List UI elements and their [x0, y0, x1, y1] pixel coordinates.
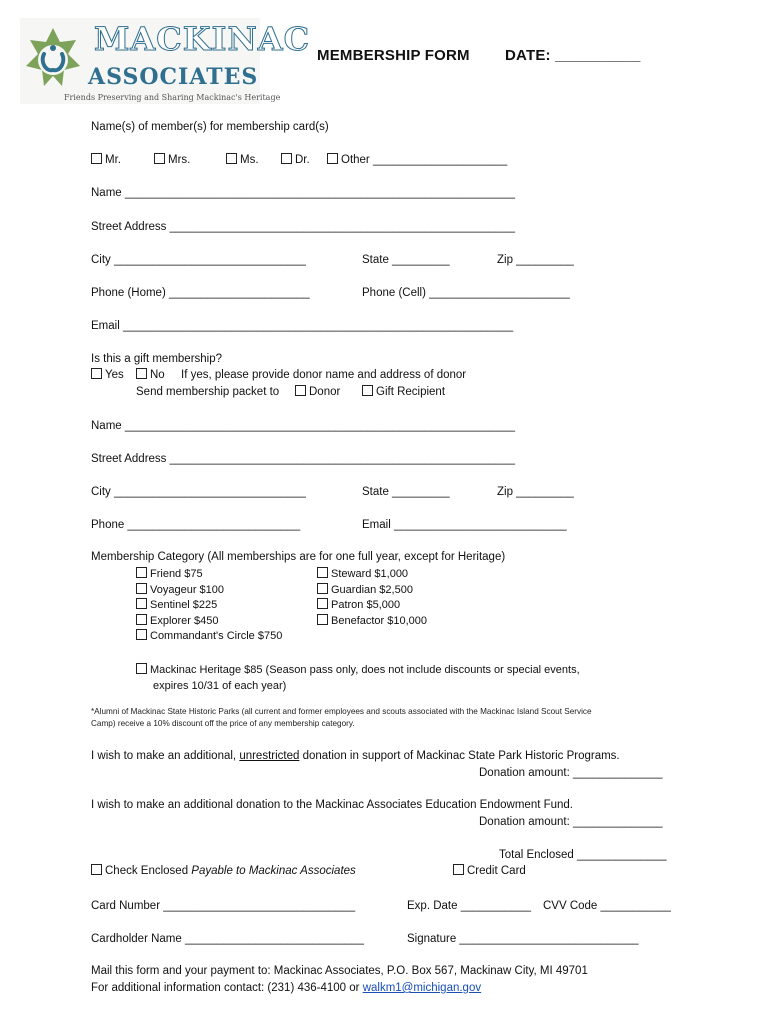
donor-email-field[interactable]: Email ___________________________	[362, 519, 567, 531]
checkbox-ms[interactable]: Ms.	[226, 153, 259, 167]
checkbox-send-recipient[interactable]: Gift Recipient	[362, 385, 445, 399]
checkbox-voyageur[interactable]: Voyageur $100	[136, 583, 282, 599]
donor-state-field[interactable]: State _________	[362, 486, 450, 498]
member-phone-cell-field[interactable]: Phone (Cell) ______________________	[362, 287, 570, 299]
contact-email-link[interactable]: walkm1@michigan.gov	[362, 982, 482, 994]
card-number-field[interactable]: Card Number ______________________________	[91, 900, 356, 912]
cvv-field[interactable]: CVV Code ___________	[543, 900, 671, 912]
donor-name-field[interactable]: Name _____________________________________________________________	[91, 420, 516, 432]
signature-field[interactable]: Signature ____________________________	[407, 933, 639, 945]
category-right-column	[317, 567, 427, 629]
form-title: MEMBERSHIP FORM	[317, 47, 470, 64]
donor-zip-field[interactable]: Zip _________	[497, 486, 574, 498]
checkbox-send-donor[interactable]: Donor	[295, 385, 340, 399]
member-name-field[interactable]: Name _____________________________________________________________	[91, 187, 516, 199]
checkbox-explorer[interactable]: Explorer $450	[136, 614, 282, 630]
mail-instructions: Mail this form and your payment to: Mackinac Associates, P.O. Box 567, Mackinaw City, MI 49701	[91, 965, 588, 977]
donation-endowment-text: I wish to make an additional donation to the Mackinac Associates Education Endowment Fund.	[91, 799, 574, 811]
member-email-field[interactable]: Email _____________________________________________________________	[91, 320, 514, 332]
checkbox-patron[interactable]: Patron $5,000	[317, 598, 427, 614]
logo	[20, 18, 311, 104]
send-packet-row	[136, 385, 466, 399]
gift-yes-no-row	[91, 368, 511, 382]
total-enclosed-field[interactable]: Total Enclosed ______________	[499, 849, 667, 861]
alumni-note-line1: *Alumni of Mackinac State Historic Parks (all current and former employees and scouts associated with the Mackinac Island Scout Service	[91, 707, 592, 716]
category-left-column	[136, 567, 282, 645]
send-packet-label: Send membership packet to	[136, 386, 280, 398]
category-label: Membership Category (All memberships are for one full year, except for Heritage)	[91, 551, 506, 563]
date-field[interactable]: DATE: __________	[505, 47, 641, 64]
donor-city-field[interactable]: City ______________________________	[91, 486, 306, 498]
member-state-field[interactable]: State _________	[362, 254, 450, 266]
turtle-emblem-icon	[22, 26, 84, 98]
checkbox-check-enclosed[interactable]: Check Enclosed Payable to Mackinac Associates	[91, 864, 356, 878]
check-payable-to: Payable to Mackinac Associates	[191, 865, 356, 877]
donation-endowment-amount[interactable]: Donation amount: ______________	[479, 816, 663, 828]
gift-instruction: If yes, please provide donor name and address of donor	[181, 369, 467, 381]
member-city-field[interactable]: City ______________________________	[91, 254, 306, 266]
checkbox-friend[interactable]: Friend $75	[136, 567, 282, 583]
checkbox-mrs[interactable]: Mrs.	[154, 153, 190, 167]
logo-name-bottom: ASSOCIATES	[88, 64, 259, 90]
cardholder-name-field[interactable]: Cardholder Name ____________________________	[91, 933, 365, 945]
logo-name-top: MACKINAC	[94, 20, 311, 58]
member-zip-field[interactable]: Zip _________	[497, 254, 574, 266]
donor-phone-field[interactable]: Phone ___________________________	[91, 519, 301, 531]
alumni-note-line2: Camp) receive a 10% discount off the price of any membership category.	[91, 719, 355, 728]
checkbox-other[interactable]: Other _____________________	[327, 153, 507, 167]
heritage-expiry: expires 10/31 of each year)	[153, 680, 287, 692]
checkbox-steward[interactable]: Steward $1,000	[317, 567, 427, 583]
checkbox-heritage[interactable]: Mackinac Heritage $85 (Season pass only, does not include discounts or special events,	[136, 663, 580, 677]
donation-unrestricted-text: I wish to make an additional, unrestricted donation in support of Mackinac State Park Historic Programs.	[91, 750, 620, 762]
logo-tagline: Friends Preserving and Sharing Mackinac's Heritage	[64, 93, 281, 102]
donor-street-field[interactable]: Street Address ______________________________________________________	[91, 453, 515, 465]
checkbox-sentinel[interactable]: Sentinel $225	[136, 598, 282, 614]
checkbox-mr[interactable]: Mr.	[91, 153, 121, 167]
member-street-field[interactable]: Street Address ______________________________________________________	[91, 221, 515, 233]
member-names-label: Name(s) of member(s) for membership card(s)	[91, 121, 329, 133]
checkbox-gift-no[interactable]: No	[136, 368, 165, 382]
checkbox-guardian[interactable]: Guardian $2,500	[317, 583, 427, 599]
checkbox-commandants-circle[interactable]: Commandant's Circle $750	[136, 629, 282, 645]
checkbox-benefactor[interactable]: Benefactor $10,000	[317, 614, 427, 630]
donation-unrestricted-amount[interactable]: Donation amount: ______________	[479, 767, 663, 779]
exp-date-field[interactable]: Exp. Date ___________	[407, 900, 532, 912]
member-phone-home-field[interactable]: Phone (Home) ______________________	[91, 287, 310, 299]
gift-question: Is this a gift membership?	[91, 353, 223, 365]
contact-line: For additional information contact: (231) 436-4100 or walkm1@michigan.gov	[91, 982, 482, 994]
unrestricted-word: unrestricted	[239, 750, 300, 762]
checkbox-credit-card[interactable]: Credit Card	[453, 864, 526, 878]
checkbox-gift-yes[interactable]: Yes	[91, 368, 124, 382]
checkbox-dr[interactable]: Dr.	[281, 153, 310, 167]
